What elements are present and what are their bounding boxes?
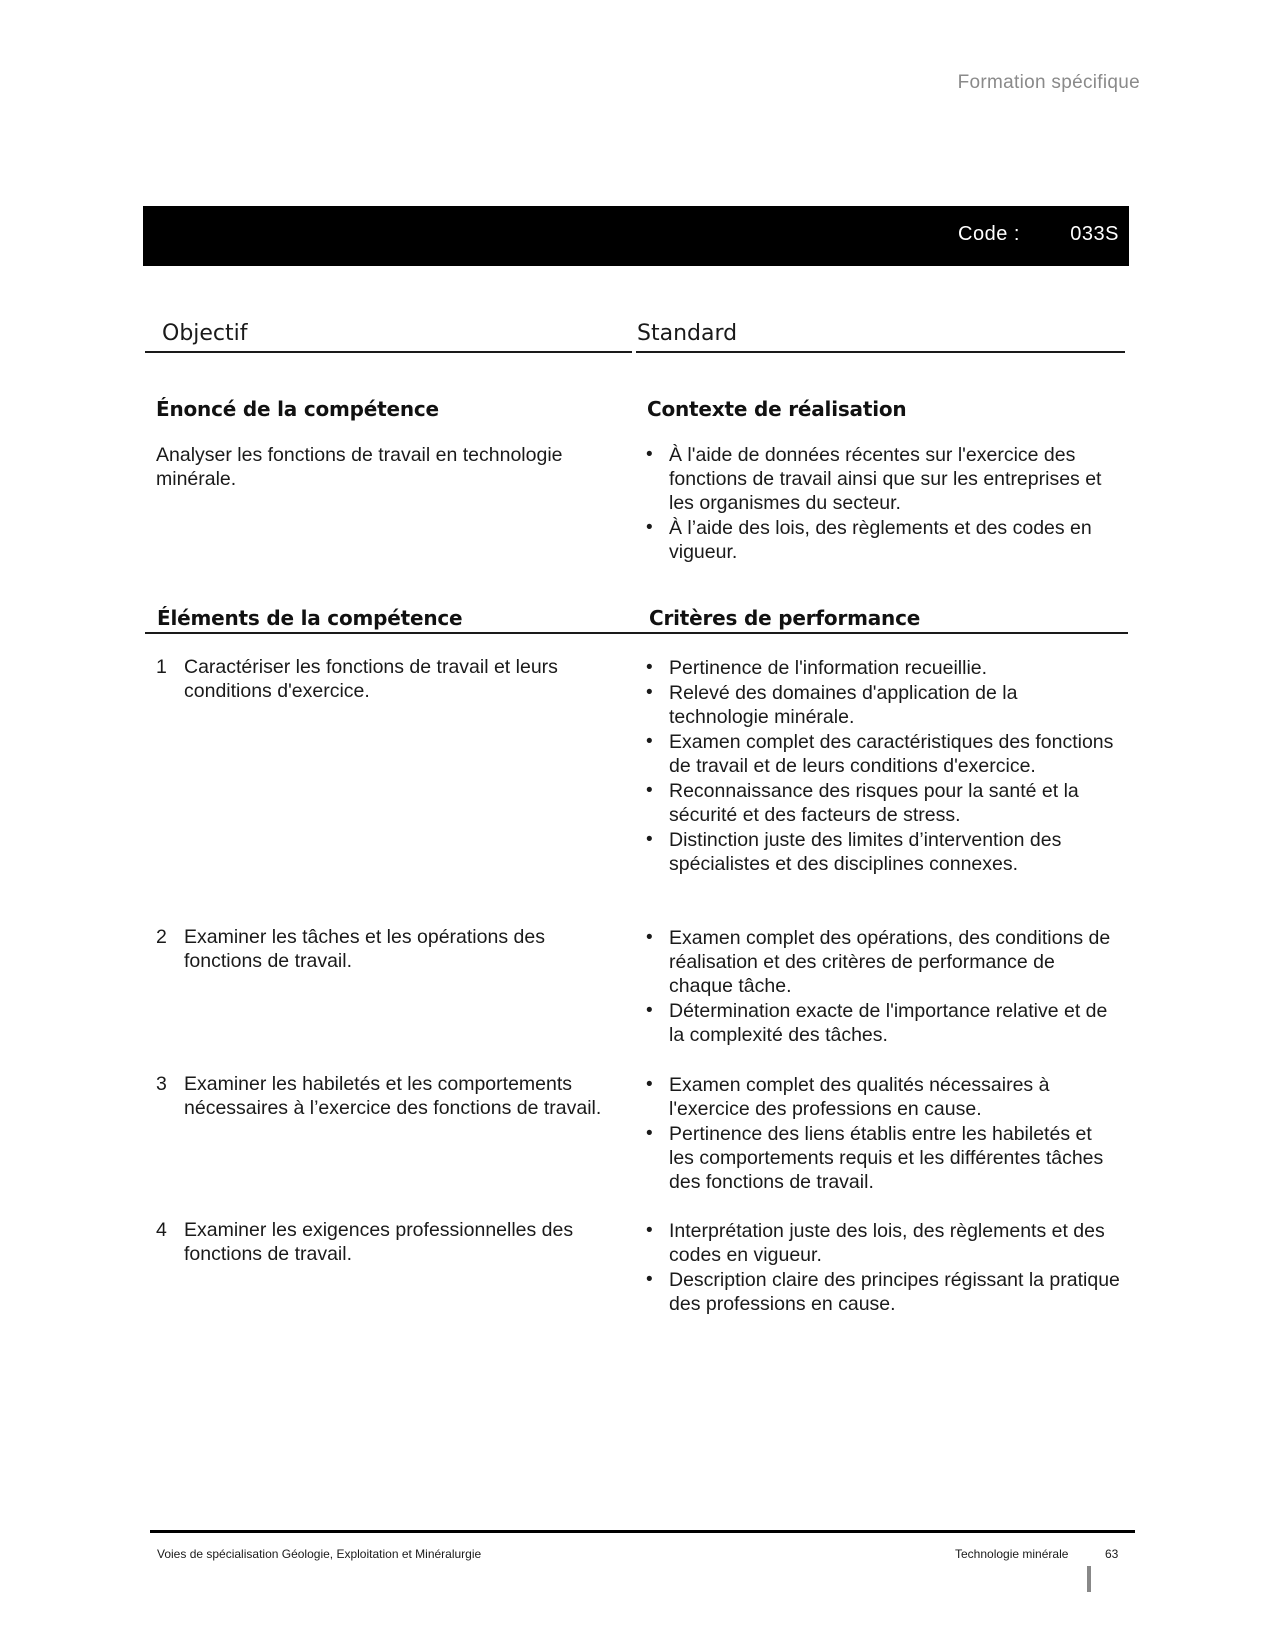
criteria-item: • Interprétation juste des lois, des règlements et des codes en vigueur. [646, 1219, 1121, 1267]
footer-right-text: Technologie minérale [955, 1547, 1069, 1561]
standard-column-header: Standard [637, 321, 738, 346]
element-item [156, 1072, 606, 1120]
footer-rule [150, 1530, 1135, 1533]
objective-column-header: Objectif [162, 321, 248, 346]
criteria-list [646, 926, 1121, 1048]
criteria-item: • Pertinence des liens établis entre les habiletés et les comportements requis et les différentes tâches des fonctions de travail. [646, 1122, 1121, 1194]
elements-rule [145, 632, 1128, 634]
criteria-item: • Reconnaissance des risques pour la santé et la sécurité et des facteurs de stress. [646, 779, 1121, 827]
section-header: Formation spécifique [957, 72, 1140, 93]
contexte-list [646, 443, 1121, 565]
element-number: 2 [156, 926, 167, 948]
criteria-list [646, 1219, 1121, 1317]
contexte-item: • À l’aide des lois, des règlements et des codes en vigueur. [646, 516, 1121, 564]
criteria-list [646, 1073, 1121, 1195]
standard-header-rule [636, 351, 1125, 353]
element-text: Examiner les habiletés et les comportements nécessaires à l’exercice des fonctions de travail. [184, 1073, 602, 1119]
code-value: 033S [1070, 223, 1119, 245]
elements-title: Éléments de la compétence [157, 606, 463, 630]
objective-header-rule [145, 351, 632, 353]
code-bar [143, 206, 1129, 266]
footer-mark [1087, 1566, 1091, 1592]
element-item [156, 655, 606, 703]
element-number: 4 [156, 1219, 167, 1241]
criteria-item: • Examen complet des qualités nécessaires à l'exercice des professions en cause. [646, 1073, 1121, 1121]
code-label: Code : [958, 223, 1020, 245]
contexte-item: • À l'aide de données récentes sur l'exercice des fonctions de travail ainsi que sur les entreprises et les organismes du secteur. [646, 443, 1121, 515]
criteria-item: • Pertinence de l'information recueillie. [646, 656, 1121, 680]
criteria-item: • Examen complet des opérations, des conditions de réalisation et des critères de performance de chaque tâche. [646, 926, 1121, 998]
element-text: Caractériser les fonctions de travail et leurs conditions d'exercice. [184, 656, 558, 702]
contexte-title: Contexte de réalisation [647, 397, 907, 421]
criteria-item: • Détermination exacte de l'importance relative et de la complexité des tâches. [646, 999, 1121, 1047]
element-text: Examiner les exigences professionnelles des fonctions de travail. [184, 1219, 574, 1265]
enonce-text: Analyser les fonctions de travail en technologie minérale. [156, 444, 563, 490]
footer-left-text: Voies de spécialisation Géologie, Exploitation et Minéralurgie [157, 1547, 482, 1561]
element-item [156, 1218, 606, 1266]
enonce-title: Énoncé de la compétence [156, 397, 439, 421]
element-text: Examiner les tâches et les opérations des fonctions de travail. [184, 926, 545, 972]
criteria-item: • Distinction juste des limites d’intervention des spécialistes et des disciplines connexes. [646, 828, 1121, 876]
criteria-item: • Relevé des domaines d'application de la technologie minérale. [646, 681, 1121, 729]
criteria-item: • Description claire des principes régissant la pratique des professions en cause. [646, 1268, 1121, 1316]
element-number: 1 [156, 656, 167, 678]
criteria-item: • Examen complet des caractéristiques des fonctions de travail et de leurs conditions d'exercice. [646, 730, 1121, 778]
element-number: 3 [156, 1073, 167, 1095]
criteres-title: Critères de performance [649, 606, 921, 630]
criteria-list [646, 656, 1121, 877]
page-number: 63 [1105, 1547, 1119, 1561]
element-item [156, 925, 606, 973]
